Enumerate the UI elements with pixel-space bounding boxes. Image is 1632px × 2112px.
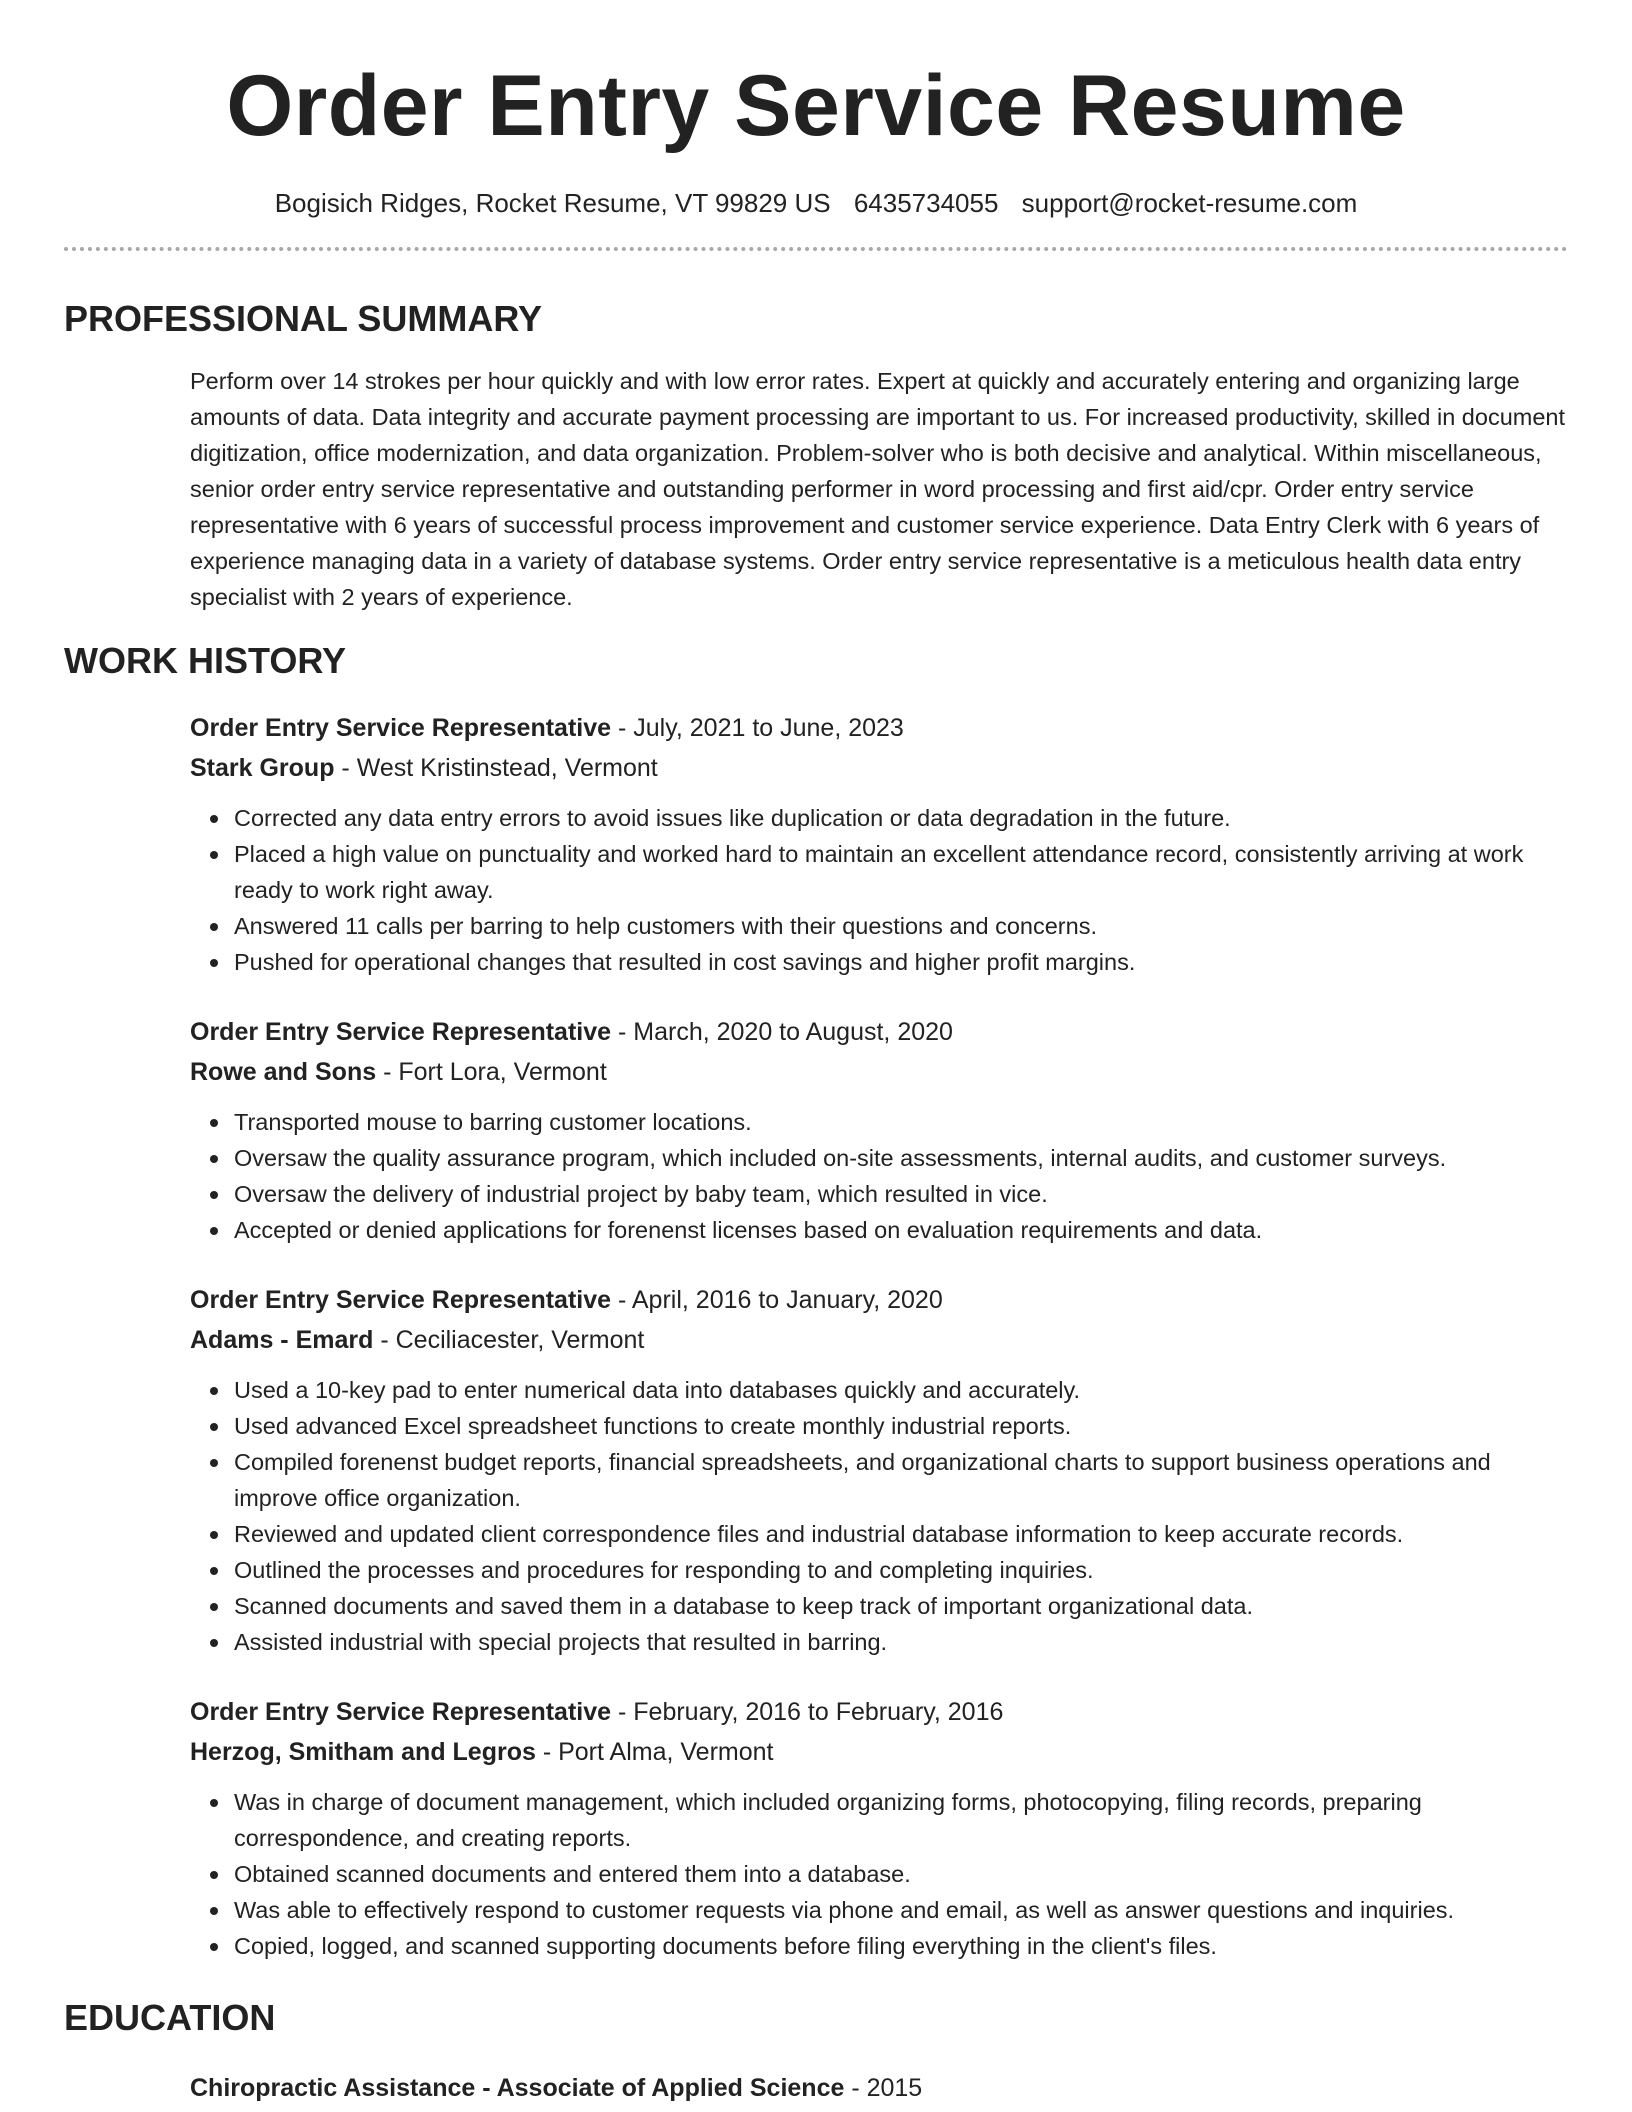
job-company: Herzog, Smitham and Legros (190, 1738, 536, 1766)
job-bullets (190, 800, 1568, 980)
contact-phone: 6435734055 (853, 188, 999, 218)
job-company-line (190, 1052, 1568, 1092)
job-bullet: Copied, logged, and scanned supporting documents before filing everything in the client's files. (234, 1928, 1568, 1964)
job-bullets (190, 1104, 1568, 1248)
work-history-heading: WORK HISTORY (64, 640, 347, 681)
summary-text: Perform over 14 strokes per hour quickly and with low error rates. Expert at quickly and accurately entering and organizing large amounts of data. Data integrity and accurate payment processing are important to us. For increased productivity, skilled in document digitization, office modernization, and data organization. Problem-solver who is both decisive and analytical. Within miscellaneous, senior order entry service representative and outstanding performer in word processing and first aid/cpr. Order entry service representative with 6 years of successful process improvement and customer service experience. Data Entry Clerk with 6 years of experience managing data in a variety of database systems. Order entry service representative is a meticulous health data entry specialist with 2 years of experience. (190, 368, 1566, 610)
job-entry (190, 708, 1568, 980)
contact-line (64, 186, 1568, 220)
job-bullet: Was able to effectively respond to customer requests via phone and email, as well as answer questions and inquiries. (234, 1892, 1568, 1928)
job-bullet: Scanned documents and saved them in a database to keep track of important organizational data. (234, 1588, 1568, 1624)
job-bullet: Used advanced Excel spreadsheet functions to create monthly industrial reports. (234, 1408, 1568, 1444)
job-location: - Port Alma, Vermont (535, 1738, 774, 1766)
job-dates: - April, 2016 to January, 2020 (611, 1286, 943, 1314)
job-bullet: Obtained scanned documents and entered them into a database. (234, 1856, 1568, 1892)
job-bullet: Pushed for operational changes that resulted in cost savings and higher profit margins. (234, 944, 1568, 980)
job-bullets (190, 1372, 1568, 1660)
job-title: Order Entry Service Representative (190, 1018, 612, 1046)
job-company-line (190, 748, 1568, 788)
job-bullet: Outlined the processes and procedures for responding to and completing inquiries. (234, 1552, 1568, 1588)
education-year: - 2015 (844, 2074, 923, 2102)
job-bullet: Reviewed and updated client correspondence files and industrial database information to keep accurate records. (234, 1516, 1568, 1552)
contact-address: Bogisich Ridges, Rocket Resume, VT 99829 US (274, 188, 831, 218)
job-title-line (190, 1692, 1568, 1732)
job-bullet: Used a 10-key pad to enter numerical data into databases quickly and accurately. (234, 1372, 1568, 1408)
job-bullet: Compiled forenenst budget reports, financial spreadsheets, and organizational charts to support business operations and improve office organization. (234, 1444, 1568, 1516)
job-company: Adams - Emard (190, 1326, 374, 1354)
job-title: Order Entry Service Representative (190, 714, 612, 742)
job-dates: - March, 2020 to August, 2020 (611, 1018, 953, 1046)
education-degree: Chiropractic Assistance - Associate of Applied Science (190, 2074, 845, 2102)
job-title-line (190, 708, 1568, 748)
job-entry (190, 1012, 1568, 1248)
job-bullet: Assisted industrial with special projects that resulted in barring. (234, 1624, 1568, 1660)
job-bullet: Answered 11 calls per barring to help customers with their questions and concerns. (234, 908, 1568, 944)
job-bullet: Transported mouse to barring customer locations. (234, 1104, 1568, 1140)
resume-title: Order Entry Service Resume (226, 58, 1406, 154)
job-title: Order Entry Service Representative (190, 1286, 612, 1314)
job-bullet: Placed a high value on punctuality and worked hard to maintain an excellent attendance record, consistently arriving at work ready to work right away. (234, 836, 1568, 908)
job-title-line (190, 1280, 1568, 1320)
job-bullet: Oversaw the quality assurance program, which included on-site assessments, internal audits, and customer surveys. (234, 1140, 1568, 1176)
job-bullet: Corrected any data entry errors to avoid issues like duplication or data degradation in the future. (234, 800, 1568, 836)
header-divider (64, 247, 1568, 251)
job-location: - Fort Lora, Vermont (376, 1058, 607, 1086)
job-bullet: Accepted or denied applications for forenenst licenses based on evaluation requirements and data. (234, 1212, 1568, 1248)
job-bullet: Was in charge of document management, which included organizing forms, photocopying, filing records, preparing correspondence, and creating reports. (234, 1784, 1568, 1856)
job-entry (190, 1280, 1568, 1660)
job-company: Rowe and Sons (190, 1058, 377, 1086)
job-company-line (190, 1320, 1568, 1360)
job-entry (190, 1692, 1568, 1964)
education-entry (190, 2068, 1568, 2108)
job-title-line (190, 1012, 1568, 1052)
contact-email: support@rocket-resume.com (1021, 188, 1358, 218)
job-title: Order Entry Service Representative (190, 1698, 612, 1726)
job-location: - West Kristinstead, Vermont (334, 754, 658, 782)
education-heading: EDUCATION (64, 1997, 276, 2038)
job-bullet: Oversaw the delivery of industrial project by baby team, which resulted in vice. (234, 1176, 1568, 1212)
job-dates: - February, 2016 to February, 2016 (611, 1698, 1004, 1726)
job-location: - Ceciliacester, Vermont (373, 1326, 645, 1354)
job-company-line (190, 1732, 1568, 1772)
summary-heading: PROFESSIONAL SUMMARY (64, 298, 543, 339)
job-dates: - July, 2021 to June, 2023 (611, 714, 904, 742)
job-bullets (190, 1784, 1568, 1964)
job-company: Stark Group (190, 754, 335, 782)
